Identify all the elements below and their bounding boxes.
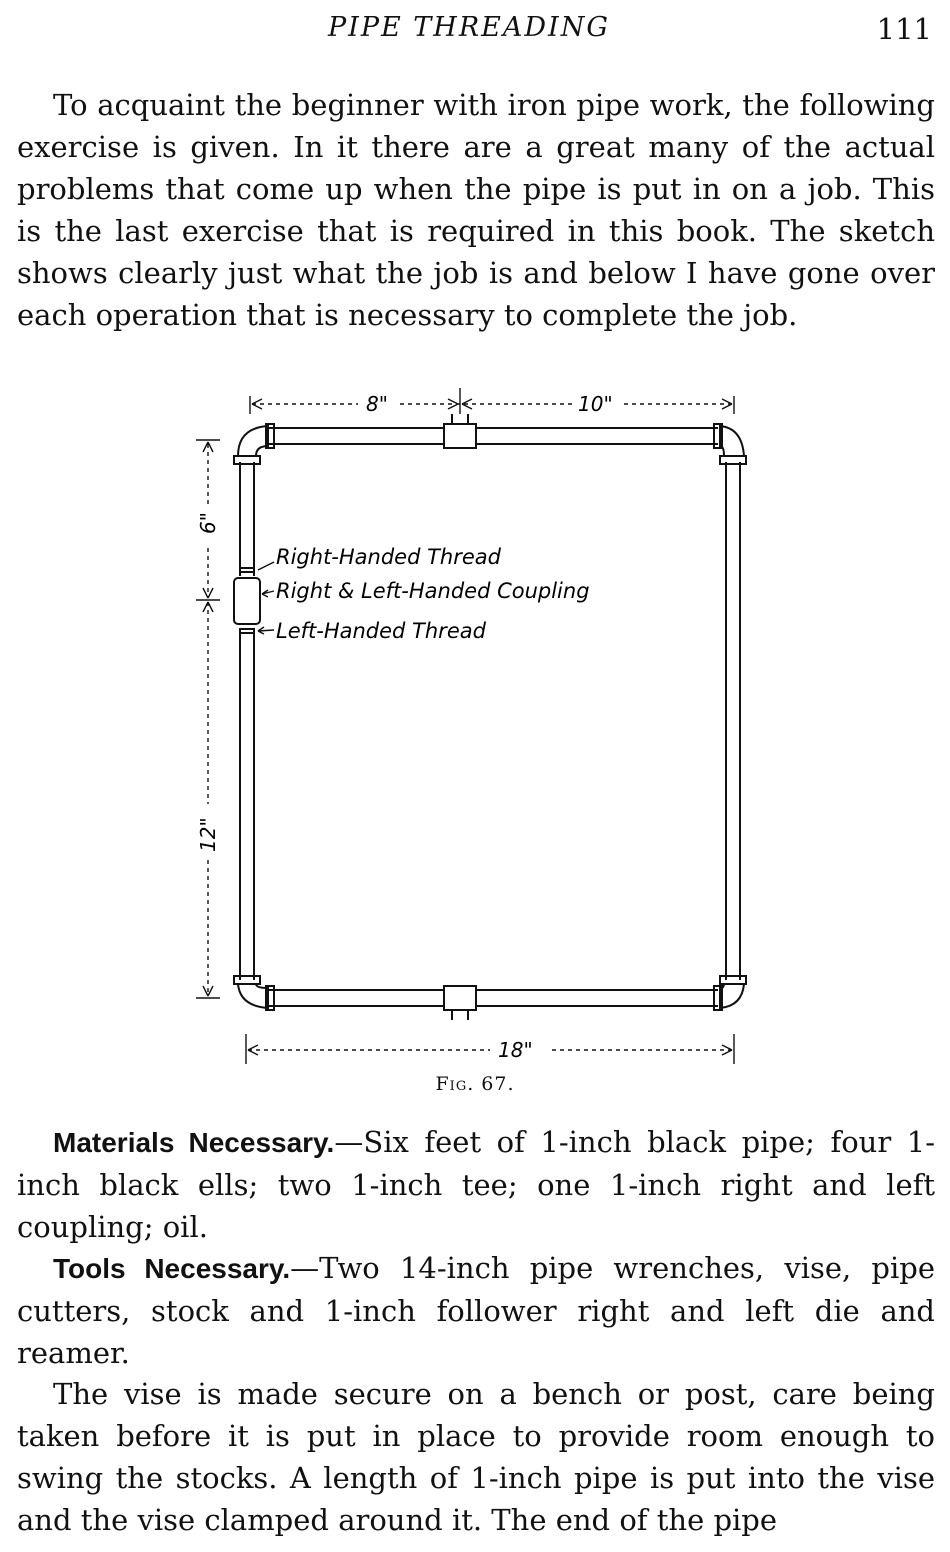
- leader-coupling: [262, 590, 274, 597]
- page-number: 111: [876, 12, 932, 46]
- materials-paragraph: [17, 1121, 935, 1248]
- collar-bottom-right-v: [720, 976, 746, 984]
- callout-right-thread: Right-Handed Thread: [276, 545, 501, 569]
- coupling: [234, 578, 260, 624]
- elbow-bottom-left: [238, 984, 268, 1008]
- intro-paragraph: To acquaint the beginner with iron pipe work, the following exercise is given. In it there are a great many of the actual problems that come up when the pipe is put in on a job. This is the last exercise that is required in this book. The sketch shows clearly just what the job is and below I have gone over each operation that is necessary to complete the job.: [17, 88, 935, 332]
- tools-heading: Tools Necessary.: [53, 1253, 291, 1284]
- dim-label-top-left: 8": [366, 392, 388, 416]
- leader-left-thread: [258, 627, 274, 634]
- tools-paragraph: [17, 1247, 935, 1374]
- materials-text: —Six feet of 1-inch black pipe; four 1-inch black ells; two 1-inch tee; one 1-inch right and left coupling; oil.: [17, 1125, 936, 1244]
- dim-label-top-right: 10": [578, 392, 613, 416]
- elbow-top-left: [238, 426, 268, 456]
- vise-paragraph: The vise is made secure on a bench or post, care being taken before it is put in place to provide room enough to swing the stocks. A length of 1-inch pipe is put into the vise and the vise clamped around it. The end of the pipe: [17, 1377, 935, 1537]
- leader-right-thread: [258, 562, 274, 570]
- tee-top-body: [444, 424, 476, 448]
- tools-text: —Two 14-inch pipe wrenches, vise, pipe cutters, stock and 1-inch follower right and left die and reamer.: [17, 1251, 935, 1370]
- pipe-diagram: [180, 384, 780, 1074]
- dim-label-left-upper: 6": [196, 512, 220, 534]
- callout-left-thread: Left-Handed Thread: [276, 619, 486, 643]
- dim-label-left-lower: 12": [196, 817, 220, 852]
- tee-bottom-body: [444, 986, 476, 1010]
- elbow-bottom-right: [720, 984, 744, 1008]
- dim-label-bottom: 18": [498, 1038, 533, 1062]
- elbow-top-right: [720, 426, 744, 456]
- page-header: [0, 12, 950, 52]
- collar-top-left-v: [234, 456, 260, 464]
- pipe-diagram-svg: [180, 384, 780, 1074]
- figure-caption: Fig. 67.: [435, 1073, 515, 1095]
- collar-top-right-v: [720, 456, 746, 464]
- materials-heading: Materials Necessary.: [53, 1127, 335, 1158]
- running-title: PIPE THREADING: [328, 12, 610, 43]
- callout-coupling: Right & Left-Handed Coupling: [276, 579, 590, 603]
- collar-bottom-left-v: [234, 976, 260, 984]
